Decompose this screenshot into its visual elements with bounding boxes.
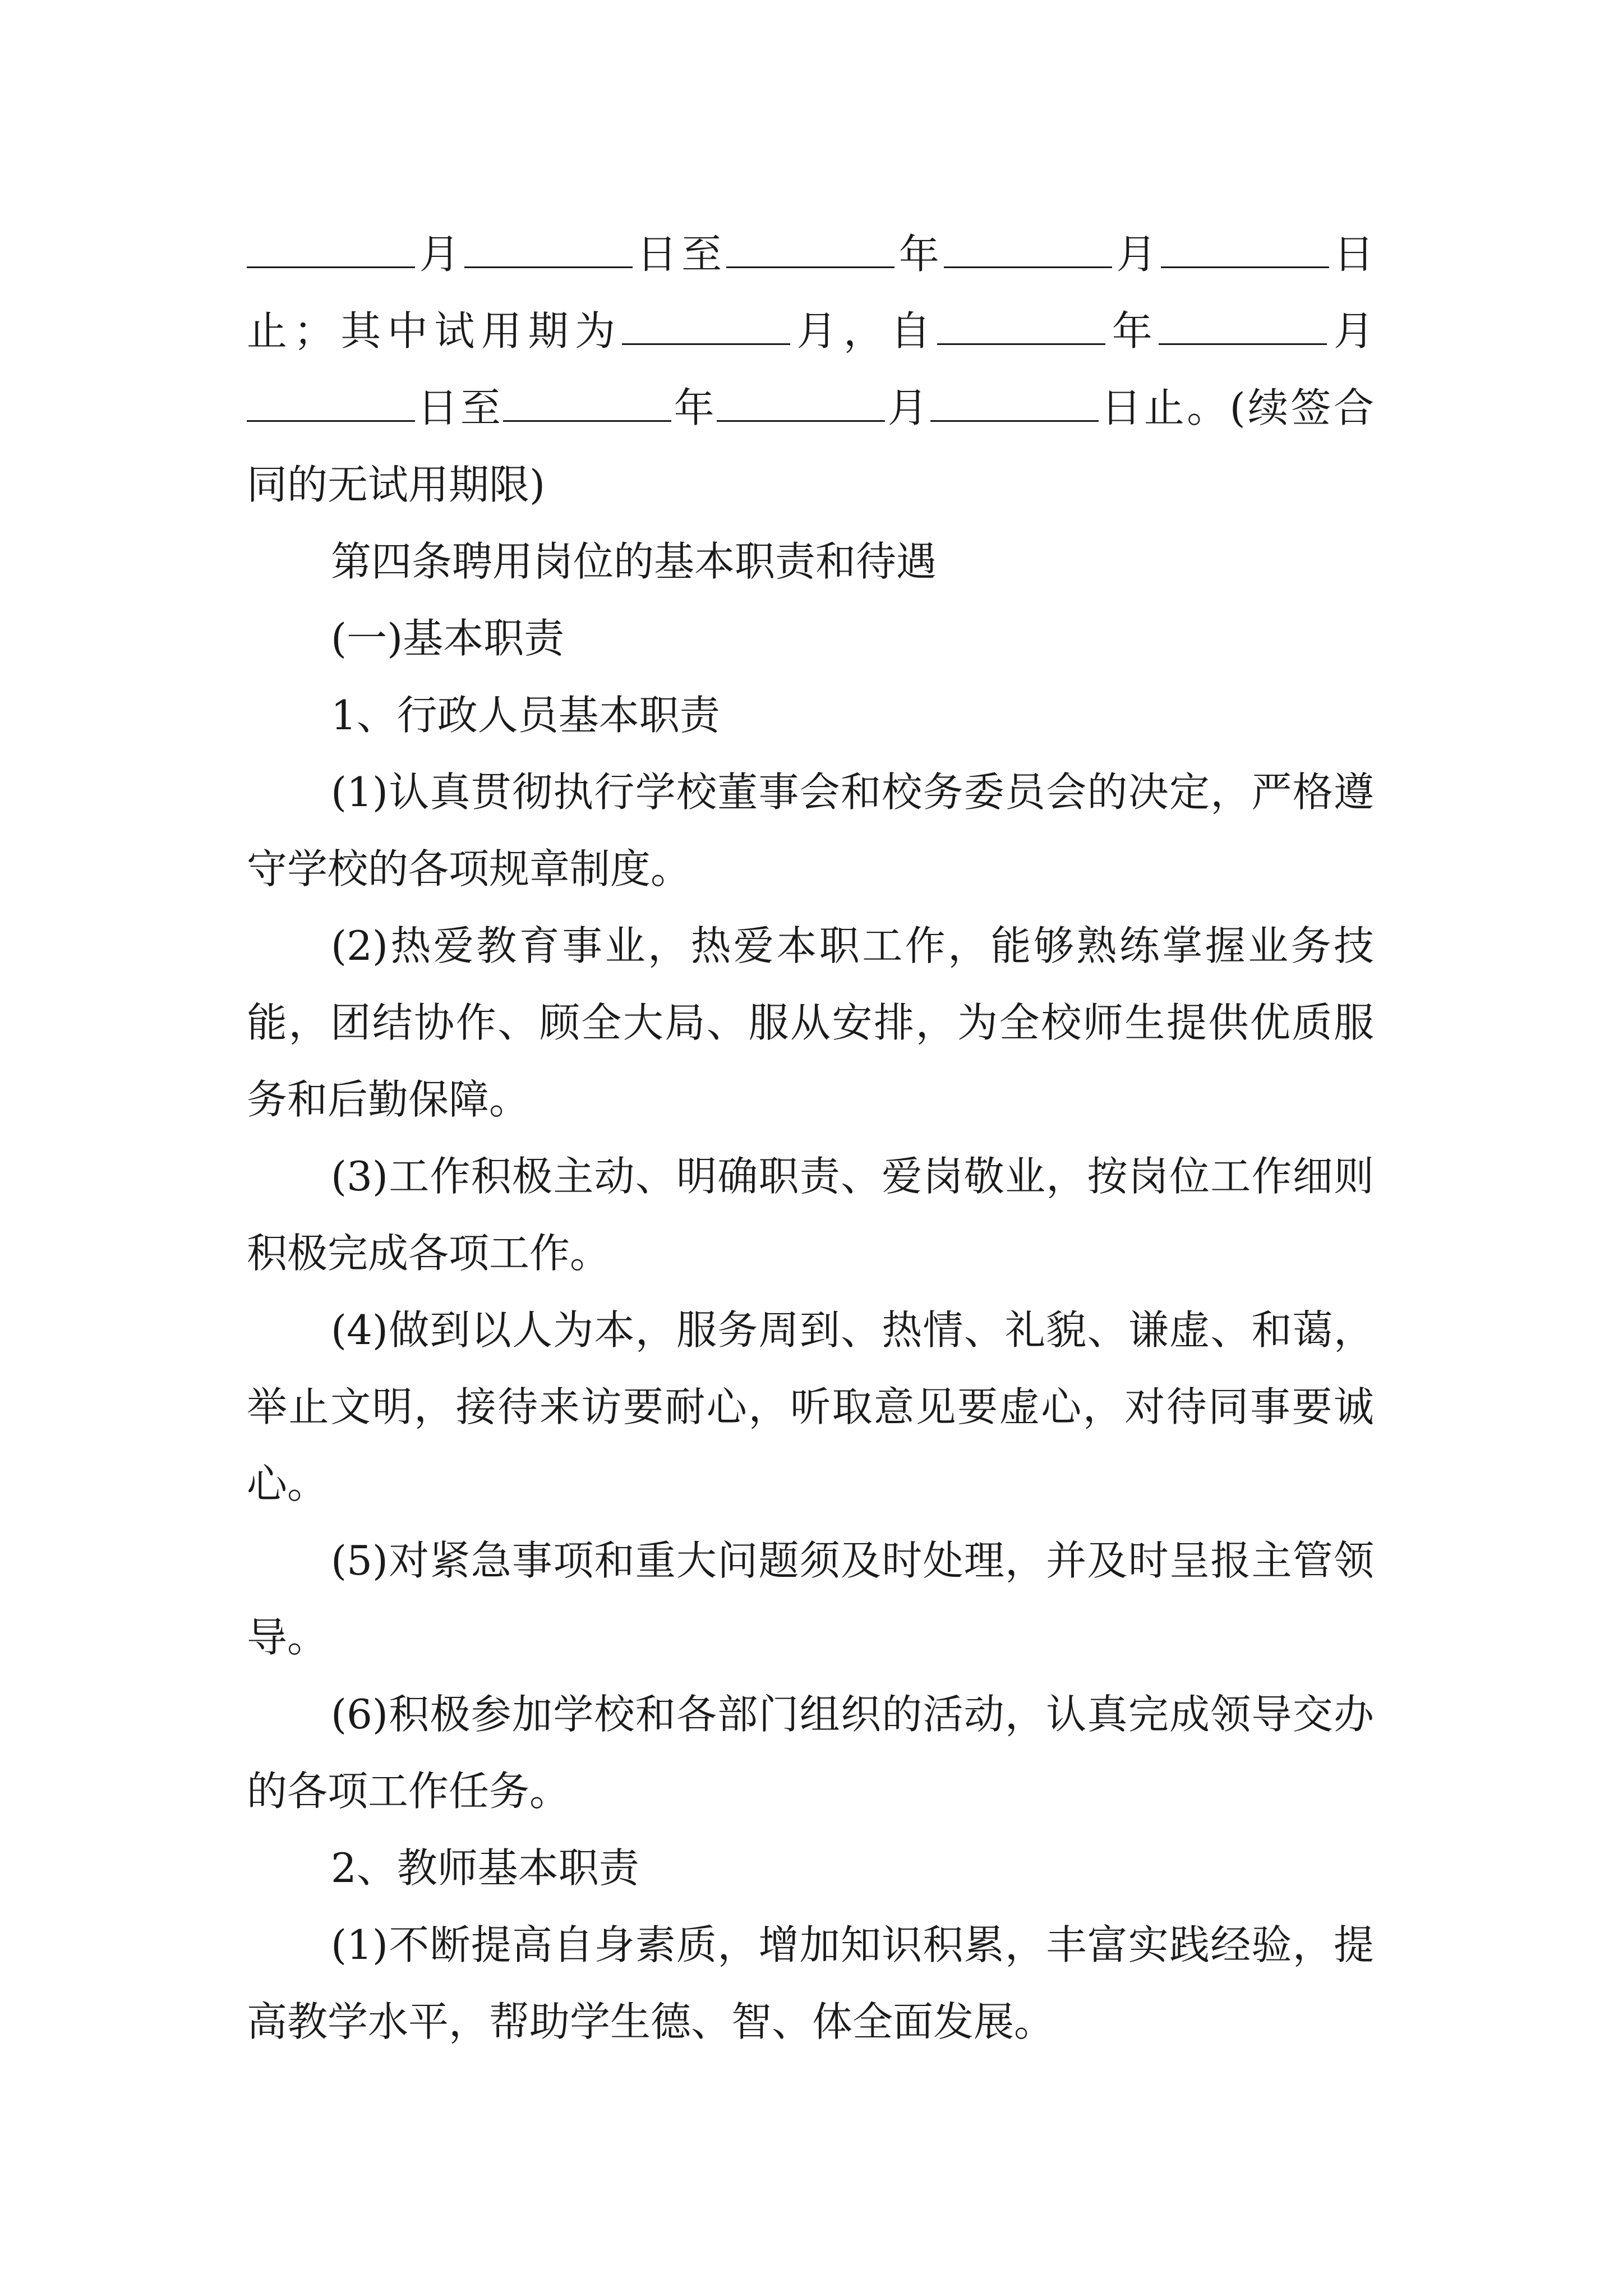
admin-duty-4: (4)做到以人为本，服务周到、热情、礼貌、谦虚、和蔼，举止文明，接待来访要耐心，听取意见要虚心，对待同事要诚心。 — [247, 1306, 1374, 1507]
blank-field[interactable] — [717, 383, 885, 422]
text-segment: 月 — [415, 231, 464, 278]
blank-field[interactable] — [1159, 306, 1327, 345]
text-segment: 日止。(续签合同的无试用期限) — [247, 384, 1374, 508]
admin-duty-2: (2)热爱教育事业，热爱本职工作，能够熟练掌握业务技能，团结协作、顾全大局、服从安排，为全校师生提供优质服务和后勤保障。 — [247, 922, 1374, 1123]
blank-field[interactable] — [503, 383, 671, 422]
blank-field[interactable] — [726, 229, 895, 268]
blank-field[interactable] — [247, 229, 415, 268]
text-segment: 年 — [671, 384, 717, 431]
blank-field[interactable] — [247, 383, 415, 422]
section1-title: (一)基本职责 — [331, 615, 565, 662]
text-segment: 年 — [1105, 307, 1159, 355]
blank-field[interactable] — [1161, 229, 1329, 268]
contract-period-paragraph — [247, 216, 1374, 523]
text-segment: 日至 — [632, 231, 726, 278]
blank-field[interactable] — [930, 383, 1099, 422]
admin-duty-3: (3)工作积极主动、明确职责、爱岗敬业，按岗位工作细则积极完成各项工作。 — [247, 1153, 1374, 1277]
text-segment: 月 — [1112, 231, 1161, 278]
admin-duty-6: (6)积极参加学校和各部门组织的活动，认真完成领导交办的各项工作任务。 — [247, 1691, 1374, 1815]
admin-duty-1: (1)认真贯彻执行学校董事会和校务委员会的决定，严格遵守学校的各项规章制度。 — [247, 769, 1374, 892]
text-segment: 月 — [1327, 307, 1374, 355]
article4-title: 第四条聘用岗位的基本职责和待遇 — [331, 538, 937, 585]
subsection2-title: 2、教师基本职责 — [331, 1844, 639, 1892]
text-segment: 日至 — [415, 384, 504, 431]
blank-field[interactable] — [937, 306, 1105, 345]
blank-field[interactable] — [464, 229, 633, 268]
text-segment: 年 — [894, 231, 944, 278]
text-segment: 月 — [885, 384, 930, 431]
blank-field[interactable] — [622, 306, 790, 345]
text-segment: 止；其中试用期为 — [247, 307, 622, 355]
subsection1-title: 1、行政人员基本职责 — [331, 692, 720, 739]
teacher-duty-1: (1)不断提高自身素质，增加知识积累，丰富实践经验，提高教学水平，帮助学生德、智、体全面发展。 — [247, 1921, 1374, 2045]
text-segment: 日 — [1329, 231, 1374, 278]
document-body — [247, 216, 1374, 2060]
blank-field[interactable] — [944, 229, 1112, 268]
text-segment: 月，自 — [790, 307, 938, 355]
admin-duty-5: (5)对紧急事项和重大问题须及时处理，并及时呈报主管领导。 — [247, 1537, 1374, 1661]
